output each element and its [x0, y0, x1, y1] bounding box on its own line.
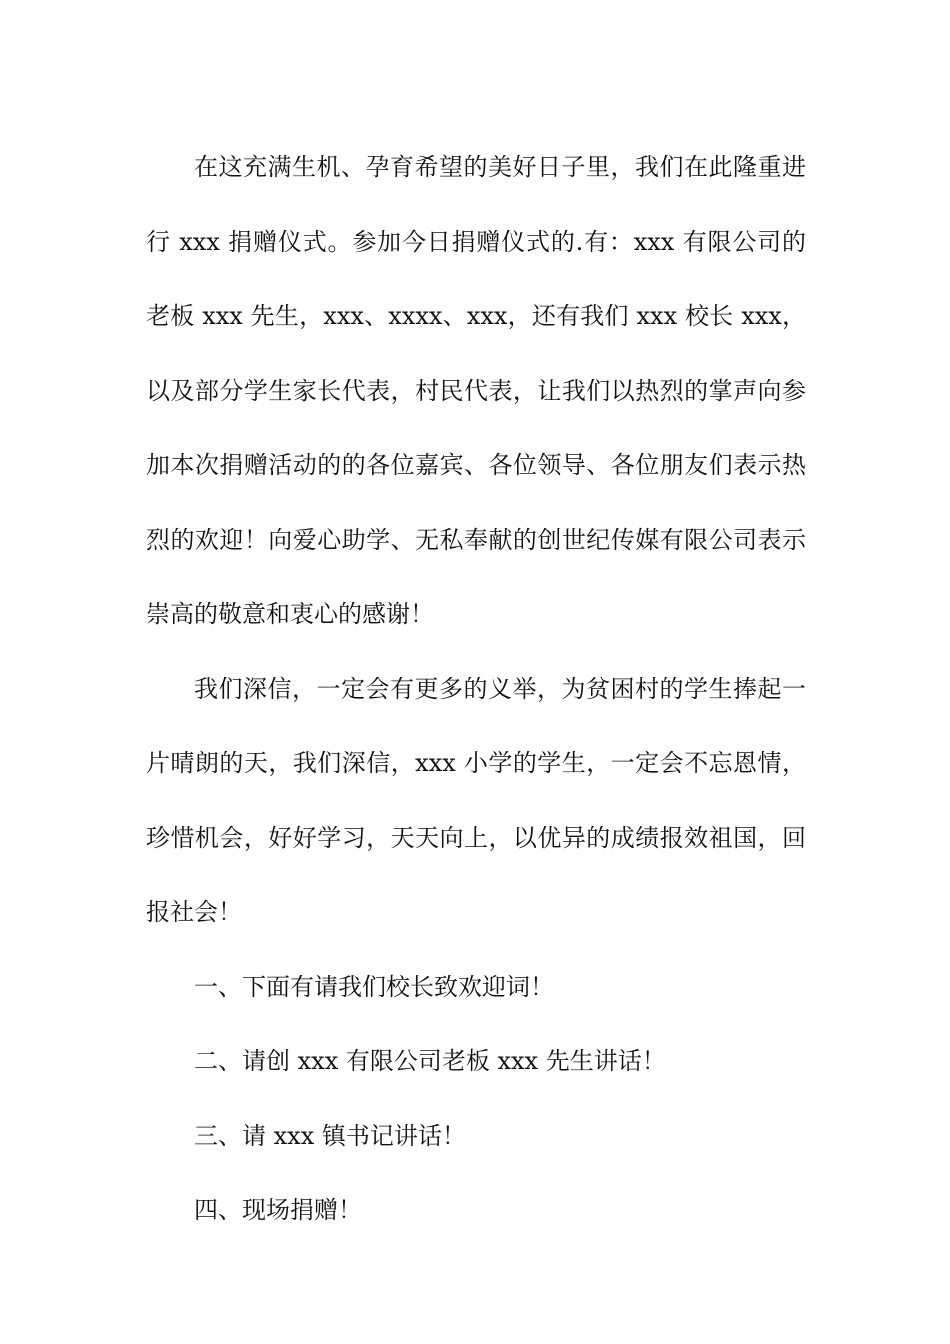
agenda-item-1: 一、下面有请我们校长致欢迎词！: [194, 972, 554, 1001]
agenda-item-4: 四、现场捐赠！: [194, 1196, 362, 1224]
agenda-item-2: 二、请创 xxx 有限公司老板 xxx 先生讲话！: [194, 1047, 666, 1075]
agenda-item-3: 三、请 xxx 镇书记讲话！: [194, 1121, 466, 1150]
document-page: [146, 130, 806, 1248]
paragraph-opening: 在这充满生机、孕育希望的美好日子里，我们在此隆重进行 xxx 捐赠仪式。参加今日捐赠仪式的.有：xxx 有限公司的老板 xxx 先生，xxx、xxxx、xxx，还有我们 xxx 校长 xxx，以及部分学生家长代表，村民代表，让我们以热烈的掌声向参加本次捐赠活动的的各位嘉宾、各位领导、各位朋友们表示热烈的欢迎！向爱心助学、无私奉献的创世纪传媒有限公司表示崇高的敬意和衷心的感谢！: [146, 153, 806, 628]
paragraph-belief: 我们深信，一定会有更多的义举，为贫困村的学生捧起一片晴朗的天，我们深信，xxx 小学的学生，一定会不忘恩情，珍惜机会，好好学习，天天向上，以优异的成绩报效祖国，回报社会！: [146, 674, 806, 926]
